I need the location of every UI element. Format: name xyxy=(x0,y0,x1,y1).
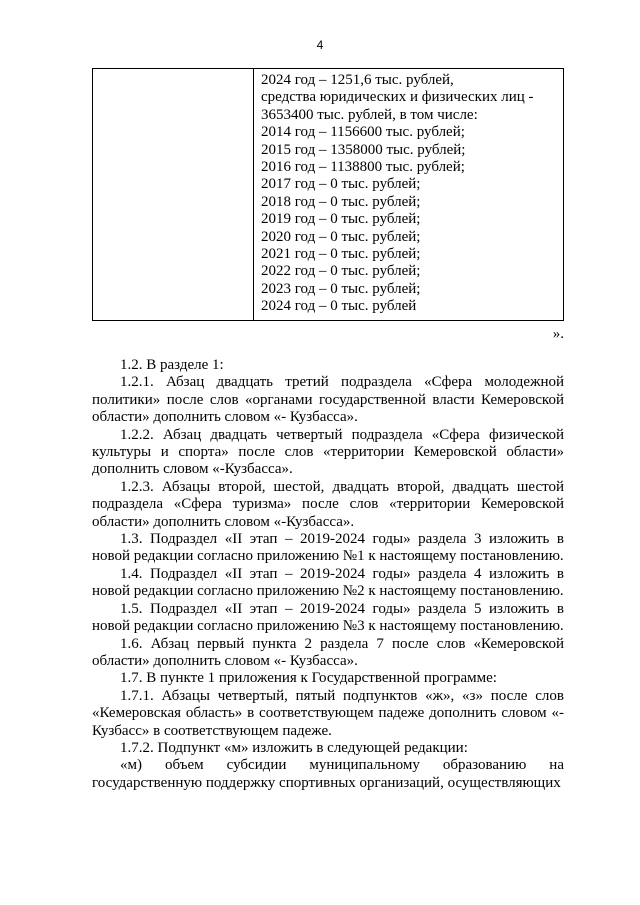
funding-line: средства юридических и физических лиц - xyxy=(261,89,534,106)
closing-quote: ». xyxy=(552,326,564,342)
funding-line: 2018 год – 0 тыс. рублей; xyxy=(261,193,421,210)
page-number: 4 xyxy=(316,38,324,52)
paragraph: 1.7. В пункте 1 приложения к Государственной программе: xyxy=(120,670,497,687)
paragraph: 1.2.3. Абзацы второй, шестой, двадцать второй, двадцать шестой подраздела «Сфера туризма» после слов «территории Кемеровской области» дополнить словом «-Кузбасса». xyxy=(92,478,564,530)
paragraph: 1.7.2. Подпункт «м» изложить в следующей редакции: xyxy=(120,739,468,756)
funding-line: 2021 год – 0 тыс. рублей; xyxy=(261,246,421,263)
paragraph: 1.7.1. Абзацы четвертый, пятый подпунктов «ж», «з» после слов «Кемеровская область» в соответствующем падеже дополнить словом «- Кузбасс» в соответствующем падеже. xyxy=(92,687,564,739)
funding-line: 2024 год – 0 тыс. рублей xyxy=(261,298,417,315)
funding-line: 2024 год – 1251,6 тыс. рублей, xyxy=(261,72,454,88)
funding-table xyxy=(92,68,564,321)
paragraph: 1.4. Подраздел «II этап – 2019-2024 годы» раздела 4 изложить в новой редакции согласно приложению №2 к настоящему постановлению. xyxy=(92,565,564,600)
paragraph: 1.2.2. Абзац двадцать четвертый подраздела «Сфера физической культуры и спорта» после слов «территории Кемеровской области» дополнить словом «-Кузбасса». xyxy=(92,426,564,478)
funding-line: 2023 год – 0 тыс. рублей; xyxy=(261,280,421,297)
document-body xyxy=(92,357,564,792)
funding-line: 3653400 тыс. рублей, в том числе: xyxy=(261,106,478,123)
funding-line: 2020 год – 0 тыс. рублей; xyxy=(261,228,421,245)
funding-line: 2019 год – 0 тыс. рублей; xyxy=(261,211,421,228)
funding-line: 2014 год – 1156600 тыс. рублей; xyxy=(261,124,465,141)
table-row xyxy=(93,69,564,321)
funding-line: 2016 год – 1138800 тыс. рублей; xyxy=(261,159,465,176)
funding-line: 2015 год – 1358000 тыс. рублей; xyxy=(261,141,466,158)
paragraph: 1.5. Подраздел «II этап – 2019-2024 годы» раздела 5 изложить в новой редакции согласно приложению №3 к настоящему постановлению. xyxy=(92,600,564,635)
paragraph: 1.2. В разделе 1: xyxy=(120,357,224,373)
paragraph: 1.6. Абзац первый пункта 2 раздела 7 после слов «Кемеровской области» дополнить словом «- Кузбасса». xyxy=(92,635,564,669)
paragraph: 1.3. Подраздел «II этап – 2019-2024 годы» раздела 3 изложить в новой редакции согласно приложению №1 к настоящему постановлению. xyxy=(92,531,564,565)
funding-cell xyxy=(254,69,564,321)
funding-line: 2017 год – 0 тыс. рублей; xyxy=(261,176,421,193)
paragraph: «м) объем субсидии муниципальному образованию на государственную поддержку спортивных организаций, осуществляющих xyxy=(92,757,564,791)
table-cell-empty xyxy=(93,69,254,321)
paragraph: 1.2.1. Абзац двадцать третий подраздела «Сфера молодежной политики» после слов «органами государственной власти Кемеровской области» дополнить словом «- Кузбасса». xyxy=(92,374,564,426)
funding-line: 2022 год – 0 тыс. рублей; xyxy=(261,263,421,280)
